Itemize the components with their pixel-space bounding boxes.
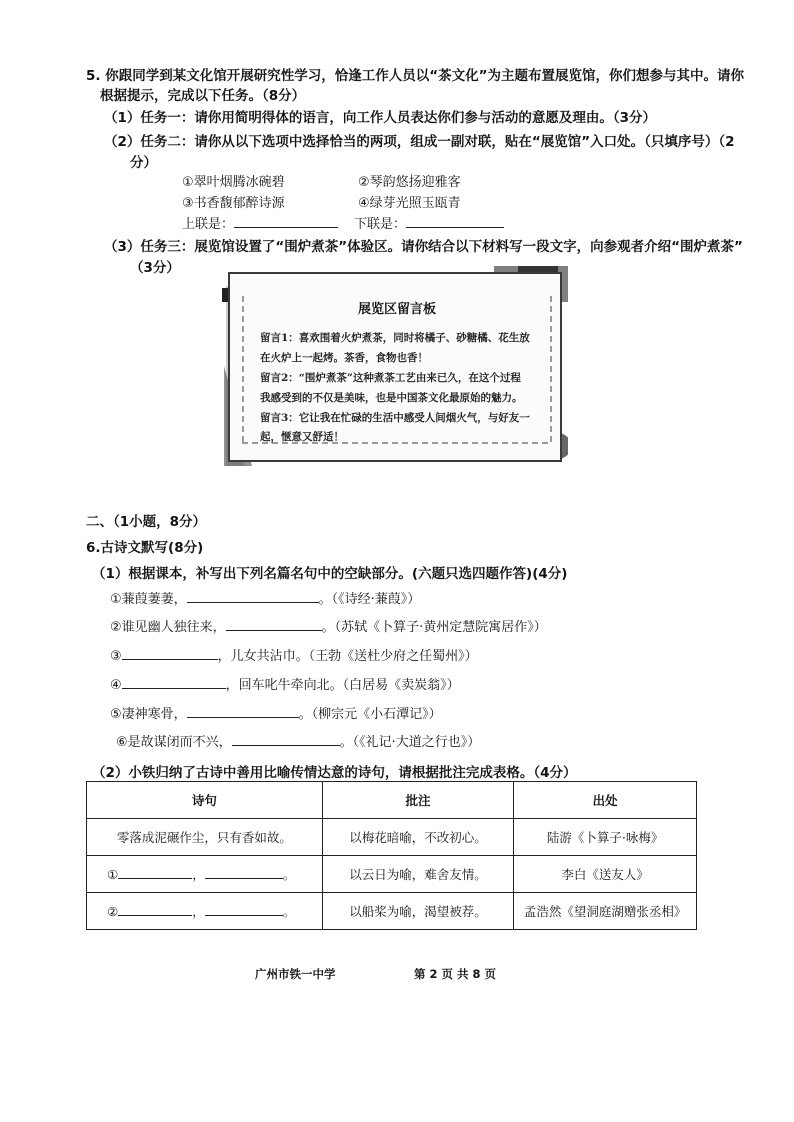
- message-board: [222, 266, 568, 466]
- q5-task3-line1: （3）任务三：展览馆设置了“围炉煮茶”体验区。请你结合以下材料写一段文字，向参观者介绍“围炉煮茶”: [104, 239, 743, 255]
- recite-item-2-blank[interactable]: [226, 618, 322, 631]
- board-frame: [228, 272, 562, 462]
- row2-note: 以云日为喻，难舍友情。: [322, 856, 514, 893]
- poem-table: [86, 781, 697, 930]
- footer-page-number: 第 2 页 共 8 页: [414, 967, 497, 981]
- board-line-3: 留言2：“围炉煮茶”这种煮茶工艺由来已久，在这个过程: [260, 372, 521, 384]
- q6-title: 6.古诗文默写(8分): [86, 540, 204, 556]
- recite-item-6-pre: ⑥是故谋闭而不兴，: [116, 735, 232, 750]
- upper-couplet-blank[interactable]: [234, 215, 338, 228]
- row2-source: 李白《送友人》: [514, 856, 697, 893]
- row2-blank-1[interactable]: [118, 866, 192, 879]
- recite-item-4-post: ，回车叱牛牵向北。（白居易《卖炭翁》）: [225, 678, 460, 693]
- recite-item-5-blank[interactable]: [187, 705, 299, 718]
- q5-task1: （1）任务一：请你用简明得体的语言，向工作人员表达你们参与活动的意愿及理由。（3分）: [104, 110, 657, 126]
- recite-item-4-blank[interactable]: [122, 676, 226, 689]
- couplet-option-2: ②琴韵悠扬迎雅客: [358, 175, 461, 190]
- board-line-4: 我感受到的不仅是美味，也是中国茶文化最原始的魅力。: [260, 392, 523, 404]
- recite-item-1: [110, 588, 420, 607]
- q5-task2-line2: 分）: [130, 155, 157, 171]
- row1-source: 陆游《卜算子·咏梅》: [514, 819, 697, 856]
- board-line-5: 留言3：它让我在忙碌的生活中感受人间烟火气，与好友一: [260, 412, 530, 424]
- row1-poem: 零落成泥碾作尘，只有香如故。: [87, 819, 323, 856]
- recite-item-1-post: 。（《诗经·蒹葭》）: [318, 592, 421, 607]
- recite-item-3-blank[interactable]: [122, 647, 218, 660]
- recite-item-2: [110, 616, 547, 635]
- recite-item-1-blank[interactable]: [187, 590, 319, 603]
- table-row: [87, 819, 697, 856]
- q5-intro-line2: 根据提示，完成以下任务。（8分）: [100, 88, 306, 104]
- header-poem: 诗句: [87, 782, 323, 819]
- couplet-option-3: ③书香馥郁醉诗源: [182, 196, 285, 211]
- row3-blank-1[interactable]: [118, 903, 192, 916]
- row3-blank-2[interactable]: [205, 903, 283, 916]
- q5-task2-line1: （2）任务二：请你从以下选项中选择恰当的两项，组成一副对联，贴在“展览馆”入口处。（只填序号）（2: [104, 134, 735, 150]
- recite-item-5-post: 。（柳宗元《小石潭记》）: [298, 707, 442, 722]
- table-row: [87, 893, 697, 930]
- recite-item-5: [110, 703, 442, 722]
- lower-couplet-blank[interactable]: [406, 215, 504, 228]
- table-row: [87, 856, 697, 893]
- footer-school: 广州市铁一中学: [255, 967, 336, 981]
- recite-item-6-blank[interactable]: [232, 733, 340, 746]
- recite-item-2-pre: ②谁见幽人独往来，: [110, 620, 226, 635]
- recite-item-6: [116, 731, 480, 750]
- recite-item-6-post: 。（《礼记·大道之行也》）: [339, 735, 481, 750]
- row1-note: 以梅花暗喻，不改初心。: [322, 819, 514, 856]
- row3-note: 以船桨为喻，渴望被荐。: [322, 893, 514, 930]
- lower-couplet-label: 下联是：: [354, 217, 407, 232]
- board-line-2: 在火炉上一起烤。茶香，食物也香！: [260, 352, 428, 364]
- couplet-option-1: ①翠叶烟腾冰碗碧: [182, 175, 285, 190]
- q5-intro-line1: 5. 你跟同学到某文化馆开展研究性学习，恰逢工作人员以“茶文化”为主题布置展览馆，你们想参与其中。请你: [86, 68, 744, 84]
- recite-item-1-pre: ①蒹葭萋萋，: [110, 592, 187, 607]
- recite-item-4: [110, 674, 460, 693]
- q5-task3-line2: （3分）: [130, 260, 180, 276]
- recite-item-3-pre: ③: [110, 649, 122, 664]
- row3-poem-cell: ② ， 。: [87, 893, 323, 930]
- board-line-1: 留言1：喜欢围着火炉煮茶，同时将橘子、砂糖橘、花生放: [260, 332, 530, 344]
- recite-item-5-pre: ⑤凄神寒骨，: [110, 707, 187, 722]
- board-title: 展览区留言板: [358, 302, 437, 317]
- poem-table-header-row: [87, 782, 697, 819]
- recite-item-4-pre: ④: [110, 678, 122, 693]
- row2-blank-2[interactable]: [205, 866, 283, 879]
- lower-couplet-row: [354, 213, 504, 232]
- recite-item-2-post: 。（苏轼《卜算子·黄州定慧院寓居作》）: [321, 620, 547, 635]
- q6-part1-instruction: （1）根据课本，补写出下列名篇名句中的空缺部分。(六题只选四题作答)(4分): [92, 566, 568, 582]
- section2-heading: 二、（1小题，8分）: [86, 514, 207, 530]
- couplet-option-4: ④绿芽光照玉瓯青: [358, 196, 461, 211]
- header-note: 批注: [322, 782, 514, 819]
- q6-part2-instruction: （2）小铁归纳了古诗中善用比喻传情达意的诗句，请根据批注完成表格。（4分）: [92, 765, 577, 781]
- row3-poem-marker: ②: [107, 904, 119, 919]
- row2-poem-cell: ① ， 。: [87, 856, 323, 893]
- upper-couplet-row: [182, 213, 338, 232]
- header-source: 出处: [514, 782, 697, 819]
- row2-poem-marker: ①: [107, 867, 119, 882]
- recite-item-3-post: ，儿女共沾巾。（王勃《送杜少府之任蜀州》）: [217, 649, 478, 664]
- upper-couplet-label: 上联是：: [182, 217, 235, 232]
- board-line-6: 起，惬意又舒适！: [260, 431, 344, 443]
- recite-item-3: [110, 645, 478, 664]
- row3-source: 孟浩然《望洞庭湖赠张丞相》: [514, 893, 697, 930]
